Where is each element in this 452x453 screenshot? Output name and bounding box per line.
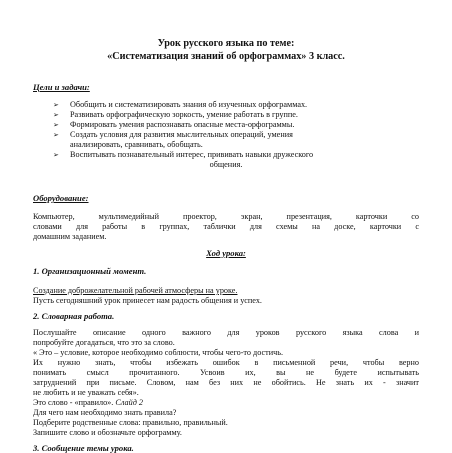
theme-heading: 3. Сообщение темы урока. xyxy=(33,443,134,453)
goals-heading: Цели и задачи: xyxy=(33,82,90,92)
equipment-line3: домашним заданием. xyxy=(33,232,107,241)
vocab-question: Запишите слово и обозначьте орфограмму. xyxy=(33,428,182,437)
vocab-answer: Это слово - «правило». xyxy=(33,398,114,407)
vocab-line: попробуйте догадаться, что это за слово. xyxy=(33,338,175,347)
arrow-bullet-icon: ➢ xyxy=(53,101,59,109)
goal-item-text: Обобщить и систематизировать знания об изученных орфограммах. xyxy=(70,100,308,109)
equipment-heading: Оборудование: xyxy=(33,193,89,203)
org-line1: Создание доброжелательной рабочей атмосферы на уроке. xyxy=(33,286,238,295)
lesson-heading: Ход урока: xyxy=(206,248,246,258)
org-heading: 1. Организационный момент. xyxy=(33,266,147,276)
vocab-question: Подберите родственные слова: правильно, правильный. xyxy=(33,418,228,427)
vocab-line: понимать смысл прочитанного. Усвоив их, вы не будете испытывать xyxy=(33,368,419,377)
page-title-line2: «Систематизация знаний об орфограммах» 3 класс. xyxy=(107,51,345,62)
vocab-line: не любить и не уважать себя». xyxy=(33,388,139,397)
arrow-bullet-icon: ➢ xyxy=(53,131,59,139)
vocab-question: Для чего нам необходимо знать правила? xyxy=(33,408,177,417)
goal-item-text: Воспитывать познавательный интерес, прививать навыки дружеского xyxy=(70,150,314,159)
equipment-line2: словами для работы в группах, таблички для схемы на доске, карточки с xyxy=(33,222,419,231)
slide-label: Слайд 2 xyxy=(115,398,143,407)
goal-item-text: общения. xyxy=(209,160,243,169)
vocab-line: Их нужно знать, чтобы избежать ошибок в письменной речи, чтобы верно xyxy=(33,358,419,367)
arrow-bullet-icon: ➢ xyxy=(53,151,59,159)
goal-item-text: Создать условия для развития мыслительных операций, умения xyxy=(70,130,293,139)
goal-item-text: Развивать орфографическую зоркость, умение работать в группе. xyxy=(70,110,298,119)
page-title-line1: Урок русского языка по теме: xyxy=(157,38,295,49)
vocab-line: Послушайте описание одного важного для уроков русского языка слова и xyxy=(33,328,419,337)
vocab-line: « Это – условие, которое необходимо соблюсти, чтобы чего-то достичь. xyxy=(33,348,283,357)
goal-item-text: Формировать умения распознавать опасные места-орфограммы. xyxy=(70,120,295,129)
goal-item-text: анализировать, сравнивать, обобщать. xyxy=(70,140,203,149)
vocab-heading: 2. Словарная работа. xyxy=(33,311,115,321)
equipment-line1: Компьютер, мультимедийный проектор, экран, презентация, карточки со xyxy=(33,212,419,221)
vocab-line: затруднений при письме. Словом, нам без них не обойтись. Не знать их - значит xyxy=(33,378,419,387)
arrow-bullet-icon: ➢ xyxy=(53,121,59,129)
org-line2: Пусть сегодняшний урок принесет нам радость общения и успех. xyxy=(33,296,262,305)
arrow-bullet-icon: ➢ xyxy=(53,111,59,119)
vocab-answer-line xyxy=(33,398,143,408)
